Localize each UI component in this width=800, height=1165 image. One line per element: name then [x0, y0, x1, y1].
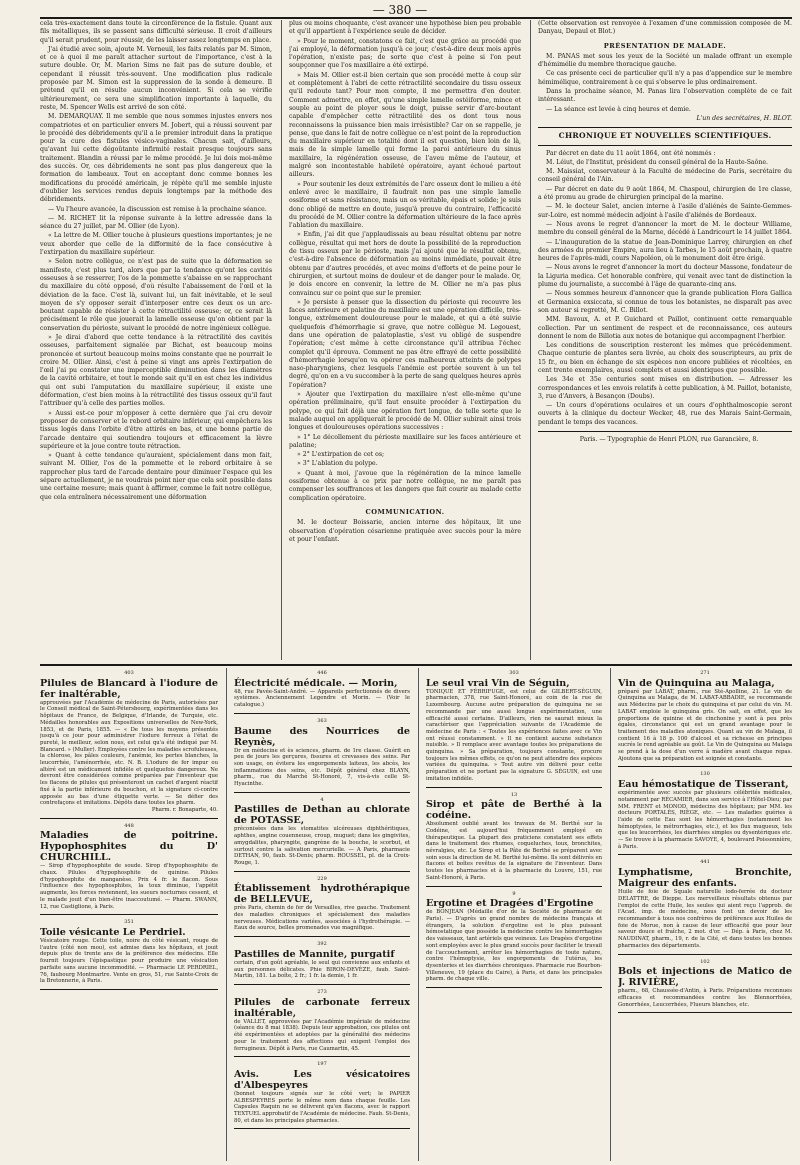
- commission-note: (Cette observation est renvoyée à l'examen d'une commission composée de M. Danyau, Depaul et Blot.): [538, 20, 792, 36]
- ad-number: 351: [124, 919, 134, 926]
- ad-body: approuvées par l'Académie de médecine de Paris, autorisées par le Conseil médical de Saint-Pétersbourg, expérimentées dans les hôpitaux de France, de Belgique, d'Irlande, de Turquie, etc. Médailles honorables aux Expositions universelles de New-York, 1853, et de Paris, 1855. — « De tous les moyens présentés jusqu'à ce jour pour administrer l'iodure ferreux à l'état de pureté, le meilleur, selon nous, est celui qu'a été indiqué par M. Blancard. » (Muller). Employées contre les maladies scrofuleuses, la chlorose, les pâles couleurs, l'anémie, les pertes blanches, la leucorrhée, l'aménorrhée, etc. N. B. L'iodure de fer impur ou altéré est un médicament infidèle et quelquefois dangereux. Ne devront être considérées comme préparées par l'inventeur que les flacons de pilules qui présenteront un cachet d'argent réactif fixé à la partie inférieure du bouchon, et la signature ci-contre apposée au bas d'une étiquette verte. — Se défier des contrefaçons et imitations. Dépôts dans toutes les pharm.: [40, 699, 218, 807]
- ad-body: préparé par LABAT, pharm., rue Sté-Apolline, 21. Le vin de Quinquina au Malaga, de M. LABAT-ABBADIE, se recommande aux Médecins par le choix du quinquina et par celui du vin. M. LABAT emploie le quinquina gris. On sait, en effet, que les proportions de quinine et de cinchonine y sont à peu près égales, circonstance qui est un grand avantage pour le traitement des maladies atoniques. Quant au vin de Malaga, il contient 16 à 18 p. 100 d'alcool et sa richesse en principes sucrés le rend agréable au goût. Le Vin de Quinquina au Malaga se prend à la dose d'un verre à madère avant chaque repas. Ajoutons que sa préparation est soignée et constante.: [618, 688, 792, 762]
- paragraph: Dans la prochaine séance, M. Panas lira l'observation complète de ce fait intéressant.: [538, 88, 792, 104]
- paragraph: » Mais M. Ollier est-il bien certain que son procédé mette à coup sûr et complètement à l'abri de cette rétractilité secondaire du tissu osseux qu'il redoute tant? Pour mon compte, il me permettra d'en douter. Comment admettre, en effet, qu'une simple lamelle ostéiforme, mince et souple au point de ployer sous le doigt, puisse servir d'arc-boutant capable d'empêcher cette rétractilité des os dont tous nous reconnaissons la puissance bien mais irrésistible? Car on se rappelle, je pense, que dans le fait de notre collègue ce n'est point de la reproduction du maxillaire supérieur en totalité dont il est question, bien loin de là, mais de la simple lamelle qui forme la paroi antérieure du sinus maxillaire, la régénération osseuse, de l'aveu même de l'auteur, et malgré son incontestable habileté opératoire, ayant échoué partout ailleurs.: [289, 71, 521, 179]
- paragraph: — La séance est levée à cinq heures et demie.: [546, 105, 691, 113]
- paragraph: » Pour le moment, constatons ce fait, c'est que grâce au procédé que j'ai employé, la déformation jusqu'à ce jour, c'est-à-dire deux mois après l'opération, n'existe pas; de sorte que c'est à peine si l'on peut soupçonner que l'os maxillaire a été extirpé.: [289, 37, 521, 70]
- ad-divider: [40, 914, 218, 915]
- paragraph: cela très-exactement dans toute la circonférence de la fistule. Quant aux fils métalliques, ils se passent sans difficulté sérieuse. Il croit d'ailleurs qu'il serait prudent, pour réussir, de les laisser assez longtemps en place.: [40, 20, 272, 44]
- ad-body: près Paris, chemin de fer de Versailles, rive gauche. Traitement des maladies chroniques et spécialement des maladies nerveuses. Médications variées, associées à l'hydrothérapie. — Eaux de source, belles promenades vue magnifique.: [234, 905, 410, 932]
- ad-body: TONIQUE ET FÉBRIFUGE, est celui de GILBERT-SÉGUIN, pharmacien, 378, rue Saint-Honoré, au coin de la rue de Luxembourg. Aucune autre préparation de quinquina ne se recommande par une aussi longue expérimentation, une efficacité aussi certaine. D'ailleurs, rien ne saurait mieux la caractériser que l'appréciation suivante de l'Académie de médecine de Paris : « Toutes les expériences faites avec ce Vin ont réussi constamment. » Il ne contient aucune substance nuisible. » Il remplace avec avantage toutes les préparations de quinquina. » Sa préparation, toujours constante, procure toujours les mêmes effets, ce qu'on ne peut attendre des espèces variées du quinquina. » Tout autre vin délivré pour cette préparation et ne portant pas la signature G. SÉGUIN, est une imitation infidèle.: [426, 688, 602, 782]
- ad-title: Lymphatisme, Bronchite, Maigreur des enfants.: [618, 867, 792, 890]
- column-3: [538, 20, 792, 660]
- ad-title: Avis. Les vésicatoires d'Albespeyres: [234, 1068, 410, 1091]
- ad-divider: [618, 954, 792, 955]
- ad-body: de VALLET, approuvées par l'Académie impériale de médecine (séance du 8 mai 1838). Depuis leur approbation, ces pilules ont été expérimentées et adoptées par la généralité des médecins pour le traitement des affections qui exigent l'emploi des ferrugineux. Dépôt à Paris, rue Caumartin, 45.: [234, 1018, 410, 1052]
- paragraph: — Un cours d'opérations oculaires et un cours d'ophthalmoscopie seront ouverts à la clinique du docteur Wecker, 48, rue des Marais Saint-Germain, pendant le temps des vacances.: [538, 402, 792, 426]
- ad-body: Absolument oublié avant les travaux de M. Berthé sur la Codéine, est aujourd'hui fréquemment employé en thérapeutique. La plupart des praticiens constatent ses effets dans le traitement des rhumes, coqueluches, toux, bronchites, névralgies, etc. Le Sirop et la Pâte de Berthé se préparent avec soin sous la direction de M. Berthé lui-même. Ils sont délivrés en flacons et boîtes revêtus de la signature de l'inventeur. Dans toutes les pharmacies et à la pharmacie du Louvre, 151, rue Saint-Honoré, à Paris.: [426, 821, 602, 881]
- ad-body: certain, d'un goût agréable, le seul qui convienne aux enfants et aux personnes délicates. Phie BIRON-DEVÈZE, faub. Saint-Martin, 181. La boîte, 2 fr.; 1 fr. la demie, 1 fr.: [234, 959, 410, 980]
- paragraph: » Selon notre collègue, ce n'est pas de suite que la déformation se manifeste, c'est plus tard, alors que par la tendance qu'ont les cavités osseuses à se resserrer, l'os de la pommette s'abaisse en se rapprochant du maxillaire du côté opposé, d'où résulte l'abaissement de l'œil et la déviation de la face. C'est là, suivant lui, un fait inévitable, et le seul moyen de s'y opposer serait d'interposer entre ces deux os un arc-boutant capable de résister à cette rétractilité osseuse; or, ce serait là précisément le rôle que jouerait la lamelle osseuse qu'on obtient par la conservation du périoste, suivant le procédé de notre ingénieux collègue.: [40, 258, 272, 332]
- ad-number: 446: [317, 670, 327, 676]
- ad-title: Vin de Quinquina au Malaga,: [618, 677, 775, 689]
- ad-divider: [426, 787, 602, 788]
- ad-title: Bols et injections de Matico de J. RIVIÈRE,: [618, 966, 792, 989]
- ad-divider: [618, 854, 792, 855]
- paragraph: — M. RICHET lit la réponse suivante à la lettre adressée dans la séance du 27 juillet, par M. Ollier (de Lyon).: [40, 214, 272, 231]
- ad-divider: [40, 818, 218, 819]
- top-rule: [40, 17, 792, 19]
- paragraph: Les conditions de souscription resteront les mêmes que précédemment. Chaque centurie de plantes sera livrée, au choix des souscripteurs, au prix de 15 fr., ou bien en échange de six espèces non encore publiées et récoltées, en cent trente exemplaires, aussi complets et aussi identiques que possible.: [538, 342, 792, 374]
- ad-divider: [234, 936, 410, 937]
- ad-signature: Pharm. r. Bonaparte, 40.: [151, 806, 218, 813]
- paragraph: MM. Bavoux, A. et P. Guichard et Paillot, continuent cette remarquable collection. Par un sentiment de respect et de reconnaissance, ces auteurs donnent le nom de Billotia aux notes de botanique qui accompagnent l'herbier.: [538, 316, 792, 340]
- paragraph: » Pour soutenir les deux extrémités de l'arc osseux dont le milieu a été enlevé avec le maxillaire, il faudrait non pas une simple lamelle ossiforme et sans résistance, mais un os véritable, épais et solide; je suis donc obligé de mettre en doute, jusqu'à preuve du contraire, l'efficacité du procédé de M. Ollier contre la déformation ultérieure de la face après l'ablation du maxillaire.: [289, 180, 521, 230]
- paragraph: — L'inauguration de la statue de Jean-Dominique Larrey, chirurgien en chef des armées du premier Empire, aura lieu à Tarbes, le 15 août prochain, à quatre heures de l'après-midi, cours Napoléon, où le monument doit être érigé.: [538, 238, 792, 263]
- ad-body: Dr en médecine et ès sciences, pharm. de 1re classe. Guérit en peu de jours les gerçures, fissures et crevasses des seins. Par son usage, on évitera les engorgements laiteux, les abcès, les inflammations des seins, etc. Dépôt général chez BLAYN, pharm., rue du Marché St-Honoré, 7, vis-à-vis celle St-Hyacinthe.: [234, 747, 410, 788]
- secretary-signature: L'un des secrétaires, H. BLOT.: [696, 114, 792, 122]
- ad-body: (bonnet toujours signés sur le côté vert; le PAPIER ALBESPEYRES porte le même nom dans chaque feuille. Les Capsules Raquin ne se délivrent qu'en flacons, avec le rapport TEXTUEL approbatif de l'Académie de médecine. Faub. St-Denis, 80, et dans les principales pharmacies.: [234, 1090, 410, 1124]
- ad-number: 229: [317, 875, 327, 882]
- ad-body: pharm., 68, Chaussée-d'Antin, à Paris. Préparations reconnues efficaces et recommandées contre les Blennorrhées, Gonorrhées, Leucorrhées, Flueurs blanches, etc.: [618, 988, 792, 1008]
- ad-title: Le seul vrai Vin de Séguin,: [426, 677, 570, 689]
- ad-body: 48, rue Pavée-Saint-André. — Appareils perfectionnés de divers systèmes. Anciennement Legendre et Morin. — (Voir le catalogue.): [234, 688, 410, 709]
- ad-title: Pilules de Blancard à l'iodure de fer inaltérable,: [40, 677, 218, 700]
- paragraph: Ce cas présente ceci de particulier qu'il n'y a pas d'appendice sur le membre hémimélique, contrairement à ce qui s'observe le plus ordinairement.: [538, 70, 792, 86]
- paragraph: M. DEMARQUAY. Il me semble que nous sommes injustes envers nos compatriotes et en particulier envers M. Jobert, qui a réussi souvent par le procédé des débridements qu'il a le premier introduit dans la pratique pour la cure des fistules vésico-vaginales. Chacun sait, d'ailleurs, qu'avant lui cette dégoûtante infirmité restait presque toujours sans traitement. Blandin a réussi par le même procédé. Je lui dois moi-même des succès. Or, ces débridements ne sont pas plus dangereux que la formation de lambeaux. Tout en acceptant donc comme bonnes les modifications du procédé américain, je répète qu'il me semble injuste d'oublier les services rendus depuis longtemps par la méthode des débridements.: [40, 113, 272, 204]
- paragraph: J'ai étudié avec soin, ajoute M. Verneuil, les faits relatés par M. Simon, et ce à quoi il me paraît attacher surtout de l'importance, c'est à la suture double. Or, M. Marion Sims ne fait pas de suture double, et cependant il réussit très-souvent. Une modification plus radicale proposée par M. Simon est la suppression de la sonde à demeure. Il prétend qu'il en résulte aucun inconvénient. Si cela se vérifie ultérieurement, ce sera une simplification importante à laquelle, du reste, M. Spencer Wells est arrivé de son côté.: [40, 45, 272, 111]
- paragraph: » 3° L'ablation du polype.: [297, 460, 378, 468]
- ad-title: Pastilles de Mannite, purgatif: [234, 948, 395, 960]
- paragraph: Les 34e et 35e centuries sont mises en distribution. — Adresser les correspondances et les envois relatifs à cette publication, à M. Paillot, botaniste, 3, rue d'Anvers, à Besançon (Doubs).: [538, 376, 792, 400]
- paragraph: » Je dirai d'abord que cette tendance à la rétractilité des cavités osseuses, parfaitement signalée par Bichat, est beaucoup moins prononcée et surtout beaucoup moins moins constante que ne pourrait le croire M. Ollier. Ainsi, c'est à peine si vingt ans après l'extirpation de l'œil j'ai pu constater une imperceptible diminution dans les diamètres de la cavité orbitaire, et tout le monde sait qu'il en est chez les individus qui ont subi l'amputation du maxillaire supérieur, il existe une déformation, c'est bien moins à la rétractilité des tissus osseux qu'il faut l'attribuer qu'à celle des parties molles.: [40, 333, 272, 408]
- ad-divider: [234, 1056, 410, 1057]
- ad-divider: [234, 1128, 410, 1129]
- column-1: [40, 20, 272, 660]
- ad-number: 102: [700, 958, 710, 965]
- ad-divider: [234, 871, 410, 872]
- ad-divider: [234, 792, 410, 793]
- ad-number: 197: [317, 1061, 327, 1068]
- ad-number: 403: [124, 670, 134, 676]
- column-divider: [418, 668, 419, 1161]
- paragraph: » Aussi est-ce pour m'opposer à cette dernière que j'ai cru devoir proposer de conserver et le rebord orbitaire inférieur, qui empêchera les tissus logés dans l'orbite d'être attirés en bas, et une bonne partie de l'arcade dentaire qui soutiendra toujours et efficacement la lèvre supérieure et la joue contre toute rétraction.: [40, 409, 272, 450]
- ad-divider: [618, 766, 792, 767]
- paragraph: « La lettre de M. Ollier touche à plusieurs questions importantes; je ne veux aborder que celle de la difformité de la face consécutive à l'extirpation du maxillaire supérieur.: [40, 232, 272, 257]
- ad-number: 363: [317, 717, 327, 724]
- paragraph: » 2° L'extirpation de cet os;: [297, 451, 385, 459]
- ad-number: 303: [509, 670, 519, 676]
- ad-number: 448: [124, 822, 134, 829]
- ad-title: Électricité médicale. — Morin,: [234, 677, 398, 689]
- ad-title: Baume des Nourrices de Reynès,: [234, 725, 410, 748]
- section-heading: COMMUNICATION.: [365, 507, 445, 516]
- ad-divider: [40, 989, 218, 990]
- news-list: [538, 150, 792, 428]
- divider: [538, 431, 792, 432]
- ad-column-2: [234, 668, 410, 1161]
- ad-title: Établissement hydrothérapique de BELLEVUE,: [234, 883, 410, 906]
- ad-body: préconisées dans les stomatites ulcéreuses diphthéritiques, aphthes, angine couenneuse, croup, muguet; dans les gingivites, amygdalites, pharyngite, gangrène de la bouche, le scorbut, et surtout contre la salivation mercurielle. — A Paris, pharmacie DETHAN, 90, faub. St-Denis; pharm. ROUSSEL, pl. de la Croix-Rouge, 1.: [234, 826, 410, 866]
- paragraph: Par décret en date du 11 août 1864, ont été nommés :: [546, 149, 716, 157]
- ad-number: 392: [317, 941, 327, 948]
- printer-imprint: Paris. — Typographie de Henri PLON, rue Garancière, 8.: [579, 436, 759, 444]
- ad-title: Maladies de poitrine. Hypophosphites du D' CHURCHILL.: [40, 830, 218, 864]
- ad-divider: [618, 1012, 792, 1013]
- paragraph: — Nous sommes heureux d'annoncer que la grande publication Flora Gallica et Germanica exsiccata, si connue de tous les botanistes, ne disparaît pas avec son auteur si regretté, M. C. Billot.: [538, 290, 792, 314]
- paragraph: M. Maissiat, conservateur à la Faculté de médecine de Paris, secrétaire du conseil général de l'Ain.: [538, 168, 792, 184]
- paragraph: » Quant à moi, j'avoue que la régénération de la mince lamelle ossiforme obtenue à ce prix par notre collègue, ne me paraît pas compenser les souffrances et les dangers que fait courir au malade cette complication opératoire.: [289, 469, 521, 502]
- paragraph: — Vu l'heure avancée, la discussion est remise à la prochaine séance.: [48, 205, 267, 213]
- column-divider: [281, 20, 282, 660]
- ad-column-3: [426, 668, 602, 1161]
- paragraph: M. le docteur Boissarie, ancien interne des hôpitaux, lit une observation d'opération césarienne pratiquée avec succès pour la mère et pour l'enfant.: [289, 519, 521, 543]
- ad-number: 4: [320, 796, 324, 803]
- ad-title: Ergotine et Dragées d'Ergotine: [426, 898, 594, 910]
- section-heading: PRÉSENTATION DE MALADE.: [603, 41, 727, 50]
- paragraph: » 1° Le décollement du périoste maxillaire sur les faces antérieure et palatine;: [289, 433, 521, 449]
- ad-body: Huile de foie de Squale naturelle iodo-ferrée du docteur DELATTRE, de Dieppe. Les merveilleux résultats obtenus par l'emploi de cette Huile, les seules qui aient reçu l'approb. de l'Acad. imp. de médecine, nous font un devoir de les recommander à tous nos confrères de préférence aux Huiles de foie de Morue, non à cause de leur efficacité que pour leur saveur douce et fraîche, 2 mot. d'or. — Dép. à Paris, chez M. NAUDINAT, pharm., 19, r. de la Cité, et dans toutes les bonnes pharmacies des départements.: [618, 889, 792, 949]
- paragraph: — Nous avons le regret d'annoncer la mort de M. le docteur Williame, membre du conseil général de la Marne, décédé à Landricourt le 14 juillet 1864.: [538, 220, 792, 237]
- paragraph: plus ou moins choquante, c'est avancer une hypothèse bien peu probable et qu'il appartient à l'expérience seule de décider.: [289, 20, 521, 36]
- column-divider: [530, 20, 531, 660]
- ad-divider: [234, 713, 410, 714]
- chronicle-heading: CHRONIQUE ET NOUVELLES SCIENTIFIQUES.: [558, 131, 772, 141]
- ad-column-1: [40, 668, 218, 1161]
- paragraph: M. Léiut, de l'Institut, président du conseil général de la Haute-Saône.: [546, 158, 768, 166]
- ad-column-4: [618, 668, 792, 1161]
- ad-title: Pilules de carbonate ferreux inaltérable,: [234, 996, 410, 1019]
- ad-divider: [234, 984, 410, 985]
- divider: [538, 145, 792, 146]
- paragraph: — M. le docteur Salet, ancien interne à l'asile d'aliénés de Sainte-Gemmes-sur-Loire, est nommé médecin adjoint à l'asile d'aliénés de Bordeaux.: [538, 203, 792, 219]
- paragraph: » Ajouter que l'extirpation du maxillaire n'est elle-même qu'une opération préliminaire, qu'il faut ensuite procéder à l'extirpation du polype, ce qui fait déjà une opération fort longue, de telle sorte que le malade auquel on appliquerait le procédé de M. Ollier subirait ainsi trois longues et douloureuses opérations successives :: [289, 391, 521, 432]
- ad-body: expérimentée avec succès par plusieurs célébrités médicales, notamment par RÉCAMIER, dans son service à l'Hôtel-Dieu; par MM. FRENT et MONOD, médecins des hôpitaux; par MM. les docteurs PORTALÈS, RIÈGE, etc. — Les maladies guéries à l'aide de cette Eau sont les hémorrhagies (notamment les hémoptysies, le métrorrhagies, etc.), et les flux muqueux, tels que les leucorrhées, les diarrhées simples ou dysentériques etc. — Se trouve à la pharmacie SAVOYE, 4, boulevard Poissonnière, à Paris.: [618, 790, 792, 850]
- ad-divider: [426, 987, 602, 988]
- ad-title: Eau hémostatique de Tisserant,: [618, 779, 789, 791]
- ad-divider: [426, 886, 602, 887]
- ad-number: 441: [700, 859, 710, 866]
- ad-number: 130: [700, 771, 710, 778]
- advertisements: [40, 664, 792, 1163]
- divider: [538, 127, 792, 128]
- ad-number: 271: [700, 670, 710, 676]
- paragraph: M. PANAS met sous les yeux de la Société un malade offrant un exemple d'hémimélie du membre thoracique gauche.: [538, 52, 792, 69]
- ad-title: Pastilles de Dethan au chlorate de POTASSE,: [234, 804, 410, 827]
- ad-body: Vésicatoire rouge. Cette toile, noire du côté vésicant, rouge de l'autre (côté non mou), est admise dans les hôpitaux, et jouit depuis plus de trente ans de la préférence des médecins. Elle fournit toujours l'épispastique pour produire une vésication parfaite sans aucune incommodité. — Pharmacie LE PERDRIEL, 76, faubourg Montmartre. Vente en gros, 51, rue Sainte-Croix de la Bretonnerie, à Paris.: [40, 937, 218, 985]
- column-divider: [226, 668, 227, 1161]
- paragraph: » Je persiste à penser que la dissection du périoste qui recouvre les faces antérieure et palatine du maxillaire est une opération difficile, très-longue, extrêmement douloureuse pour le malade, et qui a été suivie quelquefois d'hémorrhagie si grave, que notre collègue M. Legouest, dans une opération de palatoplastie, s'est vu obligé de suspendre l'opération; c'est même à cette circonstance qu'il attribua l'échec complet qu'il éprouva. Comment ne pas être effrayé de cette possibilité d'hémorrhagie lorsqu'on va opérer ces malheureux atteints de polypes naso-pharyngiens, chez lesquels l'anémie est portée souvent à un tel degré, qu'on en a vu succomber à la perte de sang quelques heures après l'opération?: [289, 298, 521, 389]
- paragraph: — Par décret en date du 9 août 1864, M. Chaspoul, chirurgien de 1re classe, a été promu au grade de chirurgien principal de la marine.: [538, 185, 792, 202]
- paragraph: — Nous avons le regret d'annoncer la mort du docteur Massone, fondateur de la Liguria medica. Cet honorable confrère, qui venait avec tant de distinction la plume du journaliste, a succombé à l'âge de quarante-cinq ans.: [538, 264, 792, 289]
- ad-title: Sirop et pâte de Berthé à la codéine.: [426, 799, 602, 822]
- ad-number: 273: [317, 988, 327, 995]
- ad-number: 13: [510, 791, 518, 798]
- ad-body: de BONJEAN (Médaille d'or de la Société de pharmacie de Paris). — D'après un grand nombre de médecins français et étrangers, la solution d'ergotine est le plus puissant hémostatique que possède la médecine contre les hémorrhagies des vaisseaux, tant artériels que veineux. Les Dragées d'ergotine sont employées avec le plus grand succès pour faciliter le travail de l'accouchement, arrêter les hémorrhagies de toute nature, contre l'hémoptysie, les engorgements de l'utérus, les dysenteries et les diarrhées chroniques. Pharmacie rue Bourbon-Villeneuve, 19 (place du Caire), à Paris, et dans les principales pharm. de chaque ville.: [426, 909, 602, 983]
- ad-title: Toile vésicante Le Perdriel.: [40, 926, 186, 938]
- page-number: — 380 —: [372, 3, 428, 17]
- column-2: [289, 20, 521, 660]
- ad-number: 9: [512, 890, 516, 897]
- paragraph: » Enfin, j'ai dit que j'applaudissais au beau résultat obtenu par notre collègue, résultat qui met hors de doute la possibilité de la reproduction de tissu osseux par le périoste, mais j'ai ajouté que le résultat obtenu, c'est-à-dire l'absence de déformation au moins immédiate, pouvait être obtenu par d'autres procédés, et avec moins d'efforts et de peine pour le chirurgien, et surtout moins de douleur et de danger pour le malade. Or, je dois encore en convenir, la lettre de M. Ollier ne m'a pas plus convaincu sur ce point que sur le premier.: [289, 231, 521, 297]
- paragraph: » Quant à cette tendance qu'auraient, spécialement dans mon fait, suivant M. Ollier, l'os de la pommette et le rebord orbitaire à se rapprocher plus tard de l'arcade dentaire pour diminuer l'espace qui les sépare actuellement, je ne voudrais point nier que cela soit possible dans une certaine mesure; mais quant à affirmer, comme le fait notre collègue, que cela entraînera nécessairement une déformation: [40, 452, 272, 501]
- ad-body: — Sirop d'hypophosphite de soude. Sirop d'hypophosphite de chaux. Pilules d'hypophosphite de quinine. Pilules d'hypophosphite de manganèse. Prix 4 fr. le flacon. Sous l'influence des hypophosphites, la toux diminue, l'appétit augmente, les forces reviennent, les sueurs nocturnes cessent, et le malade jouit d'un bien-être inaccoutumé. — Pharm. SWANN, 12, rue Castiglione, à Paris.: [40, 863, 218, 910]
- column-divider: [610, 668, 611, 1161]
